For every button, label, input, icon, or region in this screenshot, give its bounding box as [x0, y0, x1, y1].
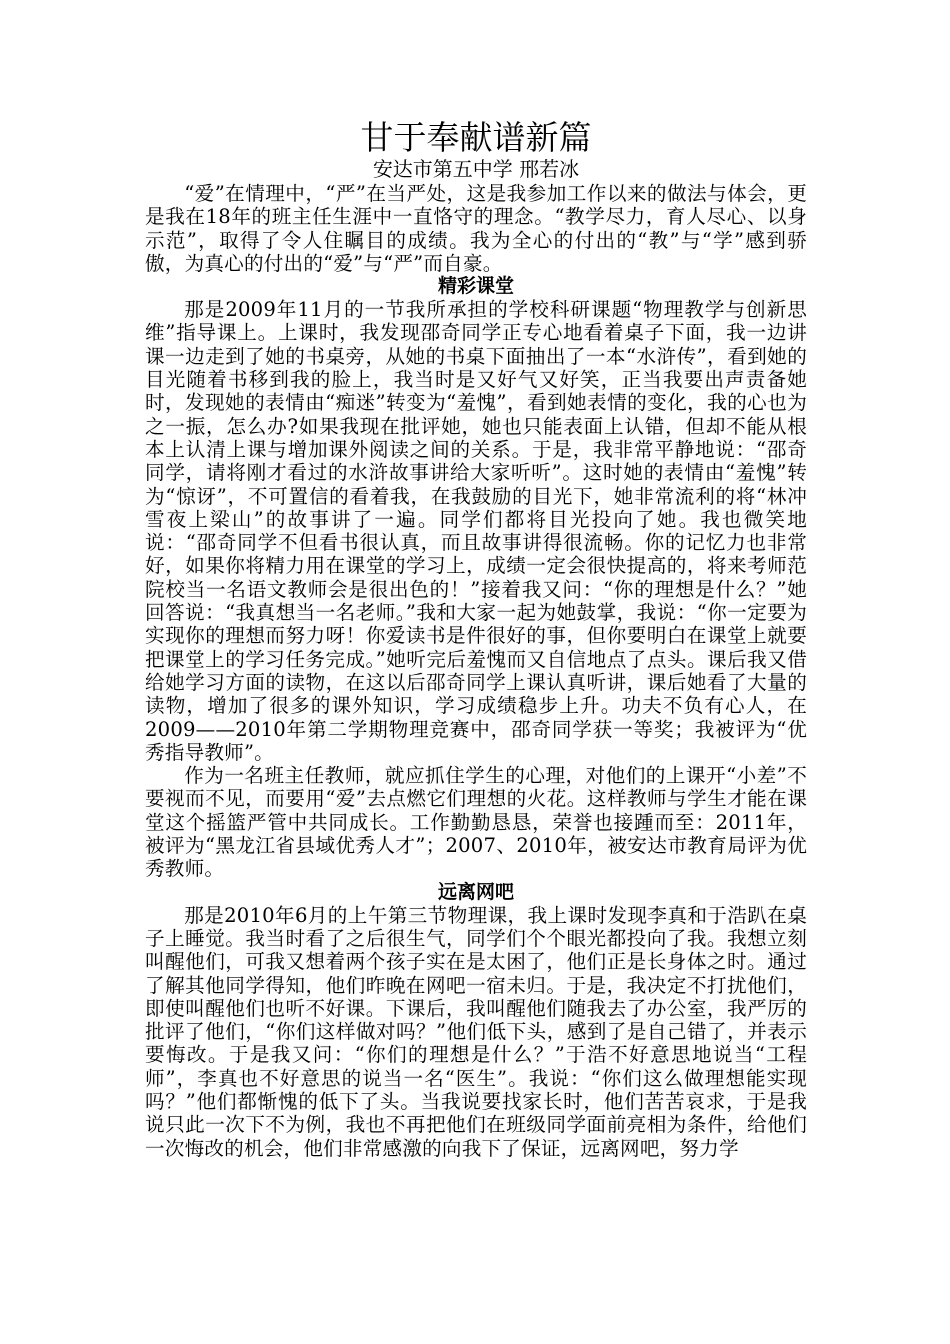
classroom-paragraph-2: 作为一名班主任教师，就应抓住学生的心理，对他们的上课开“小差”不要视而不见，而要用“爱”去点燃它们理想的火花。这样教师与学生才能在课堂这个摇篮严管中共同成长。工作勤勤恳恳，荣誉也接踵而至：2011年，被评为“黑龙江省县域优秀人才”；2007、2010年，被安达市教育局评为优秀教师。	[145, 764, 807, 881]
section-heading-internet-cafe: 远离网吧	[437, 880, 514, 903]
author-byline: 安达市第五中学 邢若冰	[372, 157, 580, 181]
document-title: 甘于奉献谱新篇	[360, 118, 592, 157]
intro-paragraph: “爱”在情理中，“严”在当严处，这是我参加工作以来的做法与体会，更是我在18年的班主任生涯中一直恪守的理念。“教学尽力，育人尽心、以身示范”，取得了令人住瞩目的成绩。我为全心的付出的“教”与“学”感到骄傲，为真心的付出的“爱”与“严”而自豪。	[145, 182, 807, 275]
document-page	[145, 118, 807, 1160]
internet-cafe-paragraph-1: 那是2010年6月的上午第三节物理课，我上课时发现李真和于浩趴在桌子上睡觉。我当时看了之后很生气，同学们个个眼光都投向了我。我想立刻叫醒他们，可我又想着两个孩子实在是太困了，他们正是长身体之时。通过了解其他同学得知，他们昨晚在网吧一宿未归。于是，我决定不打扰他们，即使叫醒他们也听不好课。下课后，我叫醒他们随我去了办公室，我严厉的批评了他们，“你们这样做对吗？”他们低下头，感到了是自己错了，并表示要悔改。于是我又问：“你们的理想是什么？”于浩不好意思地说当“工程师”，李真也不好意思的说当一名“医生”。我说：“你们这么做理想能实现吗？”他们都惭愧的低下了头。当我说要找家长时，他们苦苦哀求，于是我说只此一次下不为例，我也不再把他们在班级同学面前亮相为条件，给他们一次悔改的机会，他们非常感激的向我下了保证，远离网吧，努力学	[145, 903, 807, 1160]
section-heading-classroom: 精彩课堂	[437, 275, 514, 298]
classroom-paragraph-1: 那是2009年11月的一节我所承担的学校科研课题“物理教学与创新思维”指导课上。上课时，我发现邵奇同学正专心地看着桌子下面，我一边讲课一边走到了她的书桌旁，从她的书桌下面抽出了一本“水浒传”，看到她的目光随着书移到我的脸上，我当时是又好气又好笑，正当我要出声责备她时，发现她的表情由“痴迷”转变为“羞愧”，看到她表情的变化，我的心也为之一振，怎么办?如果我现在批评她，她也只能表面上认错，但却不能从根本上认清上课与增加课外阅读之间的关系。于是，我非常平静地说：“邵奇同学，请将刚才看过的水浒故事讲给大家听听”。这时她的表情由“羞愧”转为“惊讶”，不可置信的看着我，在我鼓励的目光下，她非常流利的将“林冲雪夜上梁山”的故事讲了一遍。同学们都将目光投向了她。我也微笑地说：“邵奇同学不但看书很认真，而且故事讲得很流畅。你的记忆力也非常好，如果你将精力用在课堂的学习上，成绩一定会很快提高的，将来考师范院校当一名语文教师会是很出色的！”接着我又问：“你的理想是什么？”她回答说：“我真想当一名老师。”我和大家一起为她鼓掌，我说：“你一定要为实现你的理想而努力呀！你爱读书是件很好的事，但你要明白在课堂上就要把课堂上的学习任务完成。”她听完后羞愧而又自信地点了点头。课后我又借给她学习方面的读物，在这以后邵奇同学上课认真听讲，课后她看了大量的读物，增加了很多的课外知识，学习成绩稳步上升。功夫不负有心人，在2009——2010年第二学期物理竞赛中，邵奇同学获一等奖；我被评为“优秀指导教师”。	[145, 298, 807, 764]
